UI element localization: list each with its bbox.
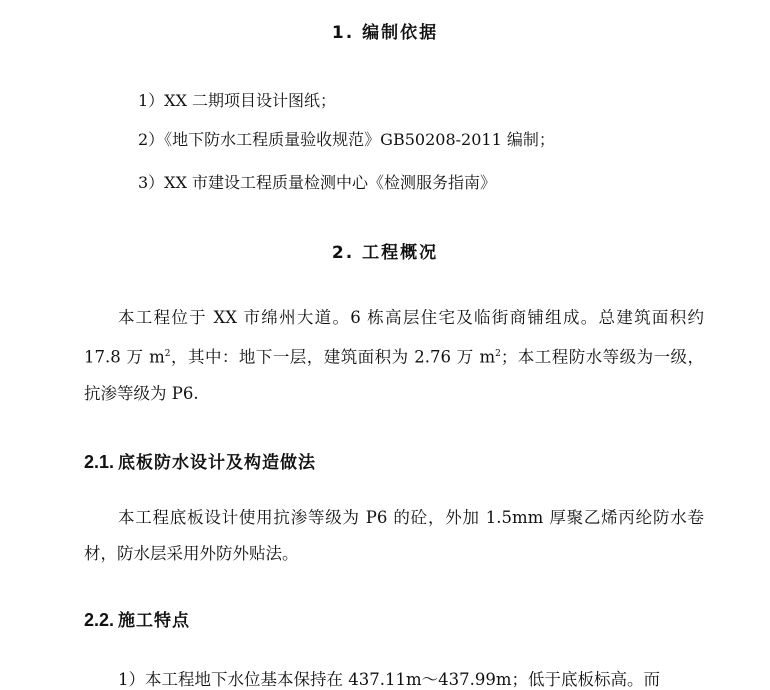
section-2-1-title: 底板防水设计及构造做法 — [118, 453, 317, 473]
basis-item-1: 1）XX 二期项目设计图纸； — [138, 91, 337, 110]
superscript-2-a: 2 — [164, 349, 171, 359]
project-overview-paragraph — [84, 300, 704, 412]
section-2-1-heading — [84, 448, 316, 473]
slab-waterproof-paragraph: 本工程底板设计使用抗渗等级为 P6 的砼，外加 1.5mm 厚聚乙烯丙纶防水卷材，防水层采用外防外贴法。 — [84, 508, 704, 563]
section-2-heading: 2. 工程概况 — [331, 243, 439, 263]
section-2-2-title: 施工特点 — [118, 611, 191, 631]
basis-item-3: 3）XX 市建设工程质量检测中心《检测服务指南》 — [138, 173, 497, 192]
overview-text-2: ，其中：地下一层，建筑面积为 2.76 万 m — [170, 347, 496, 367]
section-2-2-number: 2.2. — [84, 610, 115, 630]
section-1-heading: 1. 编制依据 — [331, 23, 439, 43]
section-2-2-heading — [84, 606, 190, 631]
overview-text-3: ；本工程防水等级为一级，抗渗等级为 P6. — [84, 347, 705, 403]
construction-feature-item-1: 1）本工程地下水位基本保持在 437.11m～437.99m；低于底板标高。而 — [118, 670, 661, 689]
section-2-1-number: 2.1. — [84, 452, 115, 472]
basis-item-2: 2）《地下防水工程质量验收规范》GB50208-2011 编制； — [138, 130, 555, 149]
superscript-2-b: 2 — [495, 349, 501, 359]
overview-text-1: 本工程位于 XX 市绵州大道。6 栋高层住宅及临街商铺组成。总建筑面积约 17.8 万 m — [84, 308, 704, 367]
